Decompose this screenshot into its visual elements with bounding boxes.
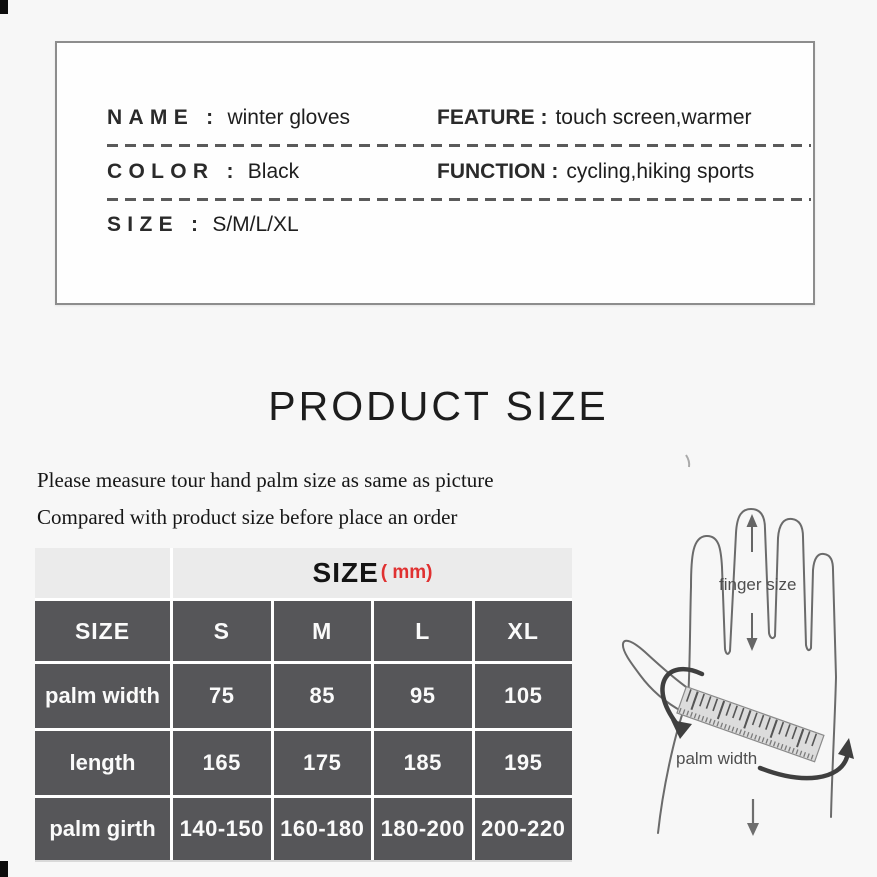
color-field (107, 159, 437, 185)
name-field (107, 105, 437, 131)
function-field (437, 159, 803, 185)
table-cell: 140-150 (173, 798, 271, 860)
info-row-size (107, 212, 803, 238)
table-title: SIZE (312, 557, 379, 588)
table-cell: 200-220 (475, 798, 573, 860)
hand-diagram (600, 437, 877, 877)
measure-notes (37, 468, 494, 542)
finger-length-arrow-up-icon (747, 514, 758, 552)
feature-label: FEATURE : (437, 106, 548, 129)
size-value: S/M/L/XL (212, 213, 299, 236)
size-label: SIZE : (107, 213, 205, 236)
name-value: winter gloves (227, 106, 351, 129)
size-table (35, 548, 572, 862)
size-field (107, 212, 437, 238)
table-cell: 75 (173, 664, 271, 728)
column-header-size: SIZE (35, 601, 170, 661)
product-info-box (55, 41, 815, 305)
row-label-palm-width: palm width (35, 664, 170, 728)
table-cell: 85 (274, 664, 372, 728)
corner-artifact-top-left (0, 0, 8, 14)
info-row-name-feature (107, 105, 803, 131)
table-cell: 180-200 (374, 798, 472, 860)
name-label: NAME : (107, 106, 220, 129)
function-value: cycling,hiking sports (566, 160, 755, 183)
wrist-arrow-down-icon (747, 799, 759, 836)
palm-width-label: palm width (676, 749, 758, 768)
corner-artifact-bottom-left (0, 861, 8, 877)
column-header-m: M (274, 601, 372, 661)
feature-value: touch screen,warmer (555, 106, 752, 129)
table-corner-cell (35, 548, 170, 598)
feature-field (437, 105, 803, 131)
row-label-palm-girth: palm girth (35, 798, 170, 860)
color-label: COLOR : (107, 160, 240, 183)
dashed-divider (107, 144, 811, 147)
dashed-divider (107, 198, 811, 201)
table-cell: 105 (475, 664, 573, 728)
column-header-l: L (374, 601, 472, 661)
table-cell: 95 (374, 664, 472, 728)
finger-length-arrow-down-icon (747, 613, 758, 651)
table-cell: 165 (173, 731, 271, 795)
row-label-length: length (35, 731, 170, 795)
stray-tick-mark (686, 455, 689, 467)
finger-size-label: finger size (719, 575, 797, 594)
table-cell: 175 (274, 731, 372, 795)
table-cell: 185 (374, 731, 472, 795)
column-header-xl: XL (475, 601, 573, 661)
info-row-color-function (107, 159, 803, 185)
note-line-1: Please measure tour hand palm size as same as picture (37, 468, 494, 492)
table-cell: 195 (475, 731, 573, 795)
color-value: Black (247, 160, 300, 183)
function-label: FUNCTION : (437, 160, 559, 183)
note-line-2: Compared with product size before place an order (37, 505, 458, 529)
table-unit: ( mm) (380, 562, 433, 583)
table-cell: 160-180 (274, 798, 372, 860)
page-title: PRODUCT SIZE (268, 383, 609, 429)
column-header-s: S (173, 601, 271, 661)
table-title-cell (173, 548, 572, 598)
